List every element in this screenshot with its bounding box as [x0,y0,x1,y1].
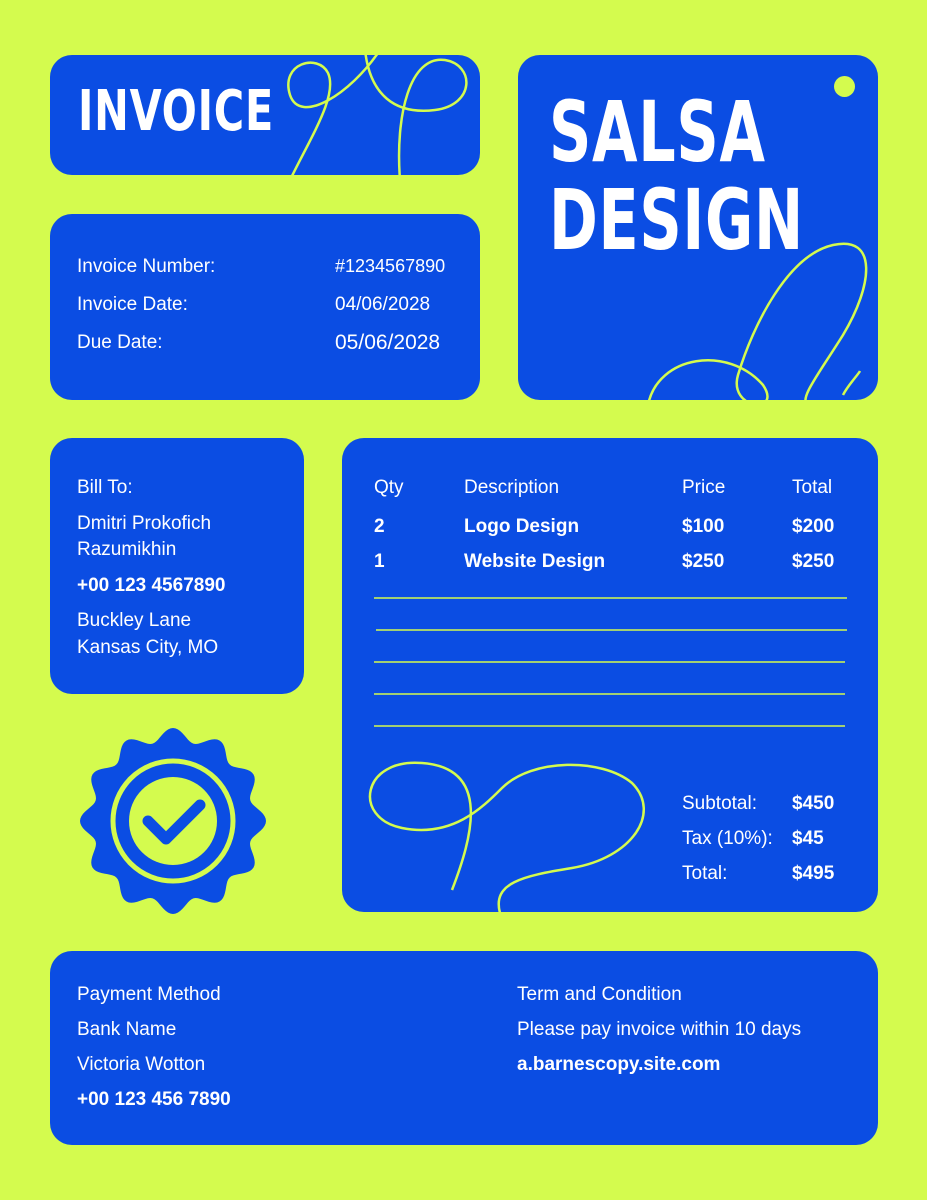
account-holder: Victoria Wotton [77,1054,206,1075]
brand-name-line2: DESIGN [549,171,804,269]
invoice-title: INVOICE [78,79,274,144]
terms-text: Please pay invoice within 10 days [517,1019,802,1040]
payment-phone: +00 123 456 7890 [77,1089,231,1110]
tax-value: $45 [792,828,824,849]
column-header-description: Description [464,477,560,498]
brand-name-line1: SALSA [549,83,766,181]
client-address-line2: Kansas City, MO [77,637,219,658]
payment-method-label: Payment Method [77,984,221,1005]
client-address-line1: Buckley Lane [77,610,192,631]
item-description: Website Design [464,551,606,572]
item-price: $100 [682,516,725,537]
column-header-qty: Qty [374,477,404,498]
tax-label: Tax (10%): [682,828,773,849]
item-total: $200 [792,516,835,537]
column-header-price: Price [682,477,726,498]
invoice-date-label: Invoice Date: [77,294,188,315]
due-date-value: 05/06/2028 [335,331,441,354]
website-link[interactable]: a.barnescopy.site.com [517,1054,721,1075]
bank-name: Bank Name [77,1019,177,1040]
invoice-title-card [50,55,480,175]
bill-to-card [50,438,304,694]
column-header-total: Total [792,477,833,498]
client-name-line1: Dmitri Prokofich [77,513,212,534]
payment-terms-card [50,951,878,1145]
brand-card [518,55,878,400]
brand-dot [834,76,855,97]
item-qty: 1 [374,551,385,572]
total-value: $495 [792,863,835,884]
invoice-number-label: Invoice Number: [77,256,216,277]
terms-label: Term and Condition [517,984,682,1005]
total-label: Total: [682,863,728,884]
invoice-meta-card [50,214,480,400]
client-phone: +00 123 4567890 [77,575,226,596]
item-description: Logo Design [464,516,580,537]
item-total: $250 [792,551,835,572]
bill-to-label: Bill To: [77,477,133,498]
subtotal-label: Subtotal: [682,793,757,814]
item-qty: 2 [374,516,385,537]
due-date-label: Due Date: [77,332,163,353]
subtotal-value: $450 [792,793,835,814]
items-card [342,438,878,912]
verified-check-badge-icon [76,726,270,916]
invoice-date-value: 04/06/2028 [335,294,431,315]
client-name-line2: Razumikhin [77,539,177,560]
item-price: $250 [682,551,725,572]
invoice-number-value: #1234567890 [335,256,446,276]
